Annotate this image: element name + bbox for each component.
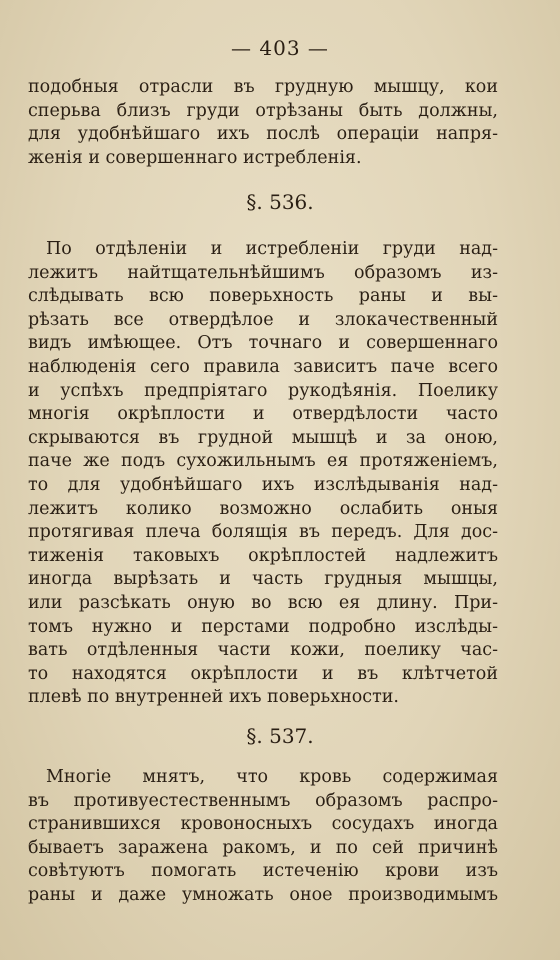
text-line: Многіе мнятъ, что кровь содержимая <box>46 767 498 787</box>
text-line: слѣдывать всю поверьхность раны и вы- <box>28 286 498 307</box>
text-line: въ противуестественнымъ образомъ распро- <box>28 790 498 811</box>
text-line: совѣтуютъ помогать истеченію крови изъ <box>28 861 498 882</box>
text-line: скрываются въ грудной мышцѣ и за оною, <box>28 427 498 448</box>
text-line: протягивая плеча болящія въ передъ. Для дос- <box>28 522 498 543</box>
text-line: рѣзать все отвердѣлое и злокачественный <box>28 309 498 330</box>
paragraph-536 <box>28 238 498 710</box>
text-line: для удобнѣйшаго ихъ послѣ операціи напря- <box>28 124 498 145</box>
text-line: паче же подъ сухожильнымъ ея протяженіемъ, <box>28 451 498 472</box>
page-number: — 403 — <box>231 36 329 60</box>
text-line: лежитъ найтщательнѣйшимъ образомъ из- <box>28 262 498 283</box>
text-line: плевѣ по внутренней ихъ поверьхности. <box>28 687 399 708</box>
section-heading-536: §. 536. <box>246 190 314 214</box>
text-line: томъ нужно и перстами подробно изслѣды- <box>28 616 498 637</box>
text-line: или разсѣкать оную во всю ея длину. При- <box>28 592 498 613</box>
paragraph-537 <box>28 766 498 908</box>
text-line: По отдѣленіи и истребленіи груди над- <box>46 239 498 259</box>
text-line: то находятся окрѣплости и въ клѣтчетой <box>28 663 498 684</box>
text-line: подобныя отрасли въ грудную мышцу, кои <box>28 77 498 97</box>
text-line: наблюденія сего правила зависитъ паче всего <box>28 356 498 377</box>
text-line: то для удобнѣйшаго ихъ изслѣдыванія над- <box>28 474 498 495</box>
text-line: сперьва близъ груди отрѣзаны быть должны, <box>28 100 498 121</box>
text-line: женія и совершеннаго истребленія. <box>28 147 362 168</box>
text-line: странившихся кровоносныхъ сосудахъ иногда <box>28 814 498 835</box>
text-line: лежитъ колико возможно ослабить оныя <box>28 498 498 519</box>
text-line: видъ имѣющее. Отъ точнаго и совершеннаго <box>28 333 498 354</box>
text-line: тиженія таковыхъ окрѣплостей надлежитъ <box>28 545 498 566</box>
text-line: раны и даже умножать оное производимымъ <box>28 884 498 905</box>
text-line: иногда вырѣзать и часть грудныя мышцы, <box>28 569 498 590</box>
section-heading-537: §. 537. <box>246 724 314 748</box>
text-line: вать отдѣленныя части кожи, поелику час- <box>28 640 498 661</box>
text-line: и успѣхъ предпріятаго рукодѣянія. Поелику <box>28 380 498 401</box>
paragraph-continued <box>28 76 498 170</box>
text-line: бываетъ заражена ракомъ, и по сей причинѣ <box>28 837 498 858</box>
text-line: многія окрѣплости и отвердѣлости часто <box>28 404 498 425</box>
